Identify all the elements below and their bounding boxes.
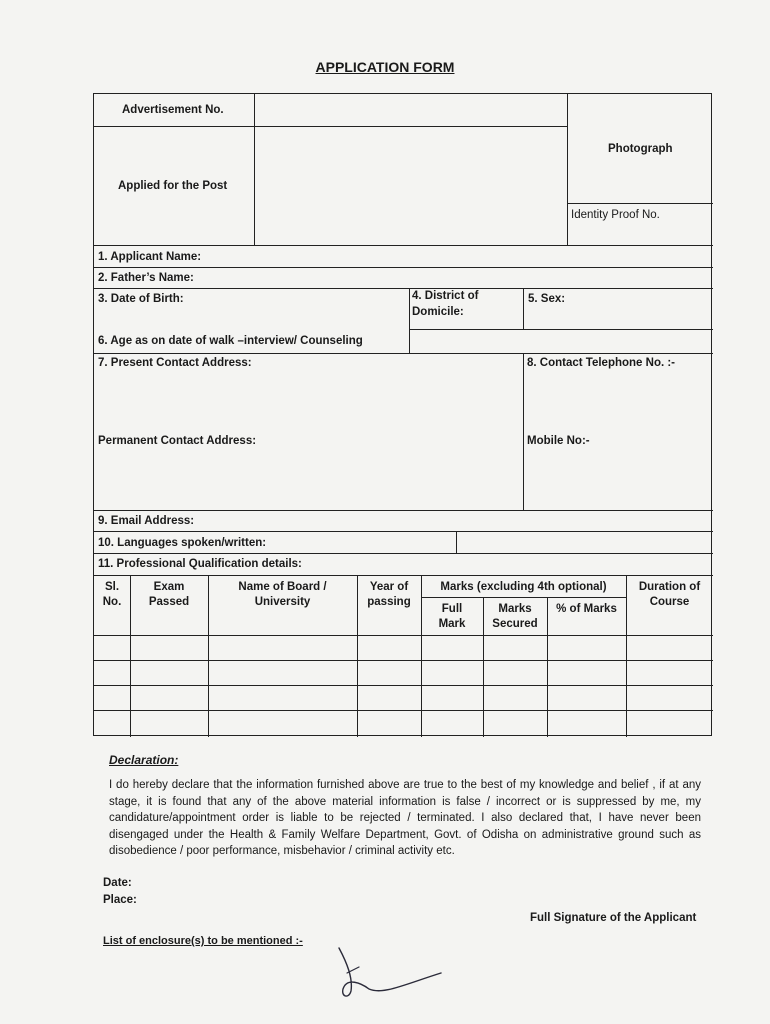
divider (94, 510, 713, 511)
telephone-label: 8. Contact Telephone No. :- (527, 357, 676, 369)
year-of-passing-header (357, 580, 421, 610)
duration-line2: Course (649, 596, 690, 608)
district-label-line1: 4. District of (412, 290, 479, 302)
exam-passed-header (130, 580, 208, 610)
marks-header: Marks (excluding 4th optional) (440, 581, 607, 593)
divider (94, 635, 713, 636)
marks-secured-line1: Marks (498, 603, 532, 615)
divider (421, 597, 626, 598)
divider (94, 531, 713, 532)
board-university-line2: University (254, 596, 311, 608)
enclosure-label: List of enclosure(s) to be mentioned :- (103, 935, 303, 947)
district-label-line2: Domicile: (412, 306, 464, 318)
permanent-address-label: Permanent Contact Address: (98, 435, 257, 447)
divider (94, 353, 713, 354)
divider (567, 94, 568, 246)
percent-marks-header: % of Marks (556, 603, 617, 615)
year-of-passing-line2: passing (367, 596, 411, 608)
divider (547, 597, 548, 737)
divider (94, 553, 713, 554)
identity-proof-label: Identity Proof No. (571, 209, 660, 221)
declaration-text: I do hereby declare that the information furnished above are true to the best of my knowledge and belief , if at any stage, it is found that any of the above material information is false / incorrect or is suppressed by me, my candidature/appointment order is liable to be rejected / terminated. I also declared that, I have never been disengaged under the Health & Family Welfare Department, Govt. of Odisha on administrative ground such as disobedience / poor performance, misbehavior / criminal activity etc. (109, 779, 701, 857)
applied-for-post-label: Applied for the Post (118, 180, 228, 192)
sl-no-header (94, 580, 130, 610)
divider (254, 94, 255, 246)
divider (94, 267, 713, 268)
sl-no-line1: Sl. (104, 581, 120, 593)
full-mark-line2: Mark (438, 618, 466, 630)
mobile-label: Mobile No:- (527, 435, 590, 447)
sex-label: 5. Sex: (528, 293, 566, 305)
dob-label: 3. Date of Birth: (98, 293, 184, 305)
divider (409, 329, 713, 330)
date-label: Date: (103, 877, 132, 889)
divider (567, 203, 713, 204)
divider (456, 531, 457, 553)
divider (523, 288, 524, 329)
signature-scribble (333, 943, 453, 1003)
divider (421, 575, 422, 737)
qualification-label: 11. Professional Qualification details: (98, 558, 302, 570)
divider (94, 575, 713, 576)
exam-passed-line1: Exam (153, 581, 185, 593)
divider (94, 710, 713, 711)
email-label: 9. Email Address: (98, 515, 195, 527)
year-of-passing-line1: Year of (369, 581, 409, 593)
divider (94, 660, 713, 661)
full-mark-line1: Full (441, 603, 463, 615)
marks-secured-header (483, 602, 547, 632)
divider (409, 288, 410, 354)
divider (523, 353, 524, 510)
divider (94, 288, 713, 289)
divider (94, 126, 567, 127)
applicant-name-label: 1. Applicant Name: (98, 251, 202, 263)
present-address-label: 7. Present Contact Address: (98, 357, 252, 369)
place-label: Place: (103, 894, 137, 906)
form-table (93, 93, 712, 736)
divider (94, 685, 713, 686)
form-title: APPLICATION FORM (315, 59, 455, 75)
photograph-label: Photograph (608, 143, 673, 155)
advertisement-no-label: Advertisement No. (122, 104, 224, 116)
duration-header (626, 580, 713, 610)
declaration-heading: Declaration: (109, 753, 179, 767)
languages-label: 10. Languages spoken/written: (98, 537, 267, 549)
board-university-header (208, 580, 357, 610)
exam-passed-line2: Passed (148, 596, 190, 608)
age-label: 6. Age as on date of walk –interview/ Counseling (98, 335, 363, 347)
board-university-line1: Name of Board / (238, 581, 327, 593)
fathers-name-label: 2. Father’s Name: (98, 272, 194, 284)
full-mark-header (421, 602, 483, 632)
divider (94, 245, 713, 246)
marks-secured-line2: Secured (492, 618, 538, 630)
sl-no-line2: No. (102, 596, 122, 608)
signature-label: Full Signature of the Applicant (530, 912, 697, 924)
duration-line1: Duration of (638, 581, 701, 593)
